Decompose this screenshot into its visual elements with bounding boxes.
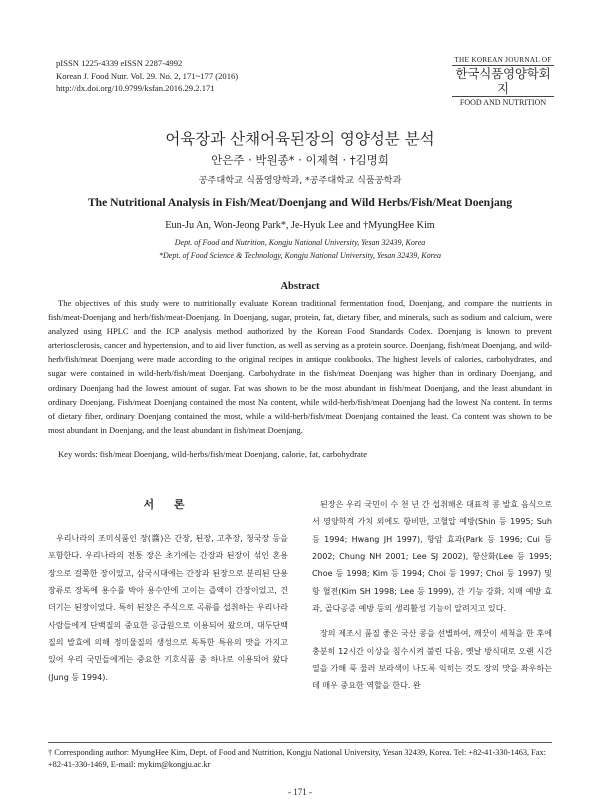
page-number: - 171 - — [288, 787, 312, 797]
english-affiliation-1: Dept. of Food and Nutrition, Kongju National University, Yesan 32439, Korea — [174, 238, 426, 247]
english-affiliation-2: *Dept. of Food Science & Technology, Kongju National University, Yesan 32439, Korea — [159, 251, 441, 260]
issn: pISSN 1225-4339 eISSN 2287-4992 — [56, 58, 183, 68]
right-paragraph-1: 된장은 우리 국민이 수 천 년 간 섭취해온 대표적 콩 발효 음식으로서 영양학적 가치 외에도 항비만, 고혈압 예방(Shin 등 1995; Suh 등 1994; Hwang JH 1997), 항암 효과(Park 등 1996; Cui 등 2002; Chung NH 2001; Lee SJ 2002), 항산화(Lee 등 1995; Choe 등 1998; Kim 등 1994; Choi 등 1997; Choi 등 1997) 및 항 혈전(Kim SH 1998; Lee 등 1999), 간 기능 강화, 치매 예방 효과, 골다공증 예방 등의 생리활성 기능이 알려지고 있다. — [312, 500, 552, 614]
footnote-divider — [48, 742, 552, 743]
left-column — [48, 496, 288, 686]
abstract-body: The objectives of this study were to nutritionally evaluate Korean traditional fermentation food, Doenjang, and compare the nutrients in fish/meat-Doenjang and herb/fish/meat-Doenjang. In Doenjang, sugar, protein, fat, dietary fiber, and minerals, such as sodium and calcium, were analyzed using HPLC and the ICP analysis method authorized by the Korean Food Standards Codex. Doenjang is known to prevent arteriosclerosis, cancer and hypertension, and to aid liver function, as well as serving as a protein source. Doenjang, fish/meat Doenjang, and wild-herb/fish/meat Doenjang were made according to the original recipes in antique cookbooks. The highest levels of calories, carbohydrates, and sugar were contained in wild-herb/fish/meat Doenjang. Carbohydrate in the fish/meat Doenjang was higher than in ordinary Doenjang, and ordinary Doenjang had the lowest amount of sugar. Fat was shown to be the most abundant in fish/meat Doenjang, and the least abundant in ordinary Doenjang. Fish/meat Doenjang contained the most Na content, while wild-herb/fish/meat Doenjang had the lowest Na content. In terms of dietary fiber, ordinary Doenjang contained the most, while a wild-herb/fish/meat Doenjang contained the least. Ca content was shown to be most abundant in Doenjang, and the least abundant in fish/meat Doenjang. — [48, 298, 552, 435]
citation: Korean J. Food Nutr. Vol. 29. No. 2, 171~177 (2016) — [56, 70, 239, 81]
journal-name-korean: 한국식품영양학회지 — [455, 66, 551, 96]
english-title: The Nutritional Analysis in Fish/Meat/Doenjang and Wild Herbs/Fish/Meat Doenjang — [87, 196, 513, 209]
korean-affiliation: 공주대학교 식품영양학과, *공주대학교 식품공학과 — [198, 175, 402, 186]
journal-name-bottom: FOOD AND NUTRITION — [452, 96, 554, 107]
korean-title: 어육장과 산채어육된장의 영양성분 분석 — [165, 130, 435, 148]
right-column — [312, 496, 552, 695]
corresponding-author-footnote: † Corresponding author: MyungHee Kim, Dept. of Food and Nutrition, Kongju National University, Yesan 32439, Korea. Tel: +82-41-330-1463, Fax: +82-41-330-1469, E-mail: mykim@kongju.ac.kr — [48, 748, 546, 770]
doi-link[interactable]: http://dx.doi.org/10.9799/ksfan.2016.29.2.171 — [56, 83, 215, 93]
journal-name-top: THE KOREAN JOURNAL OF — [452, 56, 554, 66]
section-heading: 서 론 — [143, 498, 193, 511]
intro-paragraph: 우리나라의 조미식품인 장(醬)은 간장, 된장, 고추장, 청국장 등을 포함한다. 우리나라의 전통 장은 초기에는 간장과 된장이 섞인 혼용 장으로 걸쭉한 장이었고, 삼국시대에는 간장과 된장으로 분리된 단용 장류로 장독에 용수를 박아 용수안에 고이는 즙액이 간장이었고, 건더기는 된장이었다. 특히 된장은 주식으로 곡류를 섭취하는 우리나라 사람들에게 단백질의 중요한 공급원으로 이용되어 왔으며, 대두단백질의 발효에 의해 정미물질의 생성으로 독특한 특유의 맛을 가지고 있어 우리 국민들에게는 중요한 기호식품 중 하나로 이용되어 왔다(Jung 등 1994). — [48, 534, 288, 682]
korean-authors: 안은주 · 박원종* · 이제혁 · †김명희 — [211, 153, 389, 167]
journal-info — [56, 57, 238, 95]
english-authors: Eun-Ju An, Won-Jeong Park*, Je-Hyuk Lee and †MyungHee Kim — [165, 220, 435, 231]
right-paragraph-2: 장의 제조시 품질 좋은 국산 콩을 선별하여, 깨끗이 세척을 한 후에 충분히 12시간 이상을 침수시켜 불린 다음, 옛날 방식대로 오랜 시간 열을 가해 푹 물러 보라색이 나도록 익히는 것도 장의 맛을 좌우하는데 매우 중요한 역할을 한다. 완 — [312, 629, 552, 691]
keywords: Key words: fish/meat Doenjang, wild-herbs/fish/meat Doenjang, calorie, fat, carbohydrate — [58, 449, 368, 459]
journal-logo — [452, 56, 554, 107]
abstract-heading: Abstract — [280, 281, 320, 292]
